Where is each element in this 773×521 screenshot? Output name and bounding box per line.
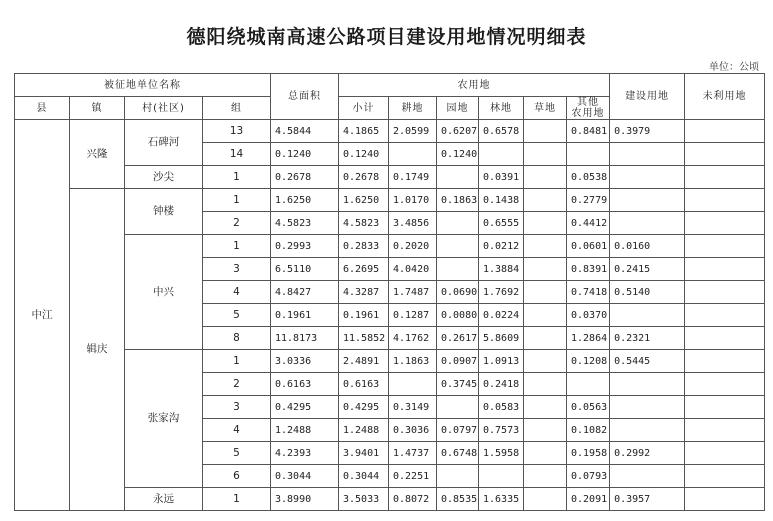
total-cell: 0.3044 — [271, 465, 339, 488]
team-cell: 6 — [203, 465, 271, 488]
other-cell: 0.0370 — [567, 304, 610, 327]
other-cell: 0.0538 — [567, 166, 610, 189]
subtotal-cell: 0.1240 — [339, 143, 389, 166]
cultivated-cell: 0.1749 — [389, 166, 437, 189]
garden-cell: 0.0797 — [437, 419, 479, 442]
grass-cell — [524, 166, 567, 189]
other-farmland-header — [567, 97, 610, 120]
forest-cell: 1.5958 — [479, 442, 524, 465]
unused-cell — [685, 258, 765, 281]
unused-cell — [685, 281, 765, 304]
garden-cell: 0.0690 — [437, 281, 479, 304]
forest-cell: 0.6555 — [479, 212, 524, 235]
forest-cell: 0.6578 — [479, 120, 524, 143]
subtotal-cell: 0.4295 — [339, 396, 389, 419]
team-cell: 1 — [203, 235, 271, 258]
cultivated-cell: 1.1863 — [389, 350, 437, 373]
subtotal-cell: 0.1961 — [339, 304, 389, 327]
village-cell: 沙尖 — [125, 166, 203, 189]
unused-cell — [685, 488, 765, 511]
team-cell: 4 — [203, 419, 271, 442]
garden-cell — [437, 465, 479, 488]
unused-cell — [685, 235, 765, 258]
construction-cell: 0.0160 — [610, 235, 685, 258]
table-row — [15, 189, 765, 212]
table-row — [15, 166, 765, 189]
cultivated-cell: 3.4856 — [389, 212, 437, 235]
cultivated-cell — [389, 373, 437, 396]
team-cell: 8 — [203, 327, 271, 350]
garden-cell — [437, 235, 479, 258]
unused-cell — [685, 166, 765, 189]
total-cell: 1.6250 — [271, 189, 339, 212]
grass-cell — [524, 396, 567, 419]
forest-cell: 0.7573 — [479, 419, 524, 442]
village-cell: 中兴 — [125, 235, 203, 350]
grass-cell — [524, 465, 567, 488]
land-use-table — [14, 73, 765, 511]
unused-cell — [685, 189, 765, 212]
unit-label: 单位：公顷 — [709, 62, 759, 73]
cultivated-cell: 0.3036 — [389, 419, 437, 442]
grass-cell — [524, 419, 567, 442]
construction-cell — [610, 189, 685, 212]
other-cell: 0.8481 — [567, 120, 610, 143]
table-row — [15, 488, 765, 511]
subtotal-cell: 3.9401 — [339, 442, 389, 465]
subtotal-cell: 0.2678 — [339, 166, 389, 189]
forest-cell: 1.0913 — [479, 350, 524, 373]
garden-cell: 0.0907 — [437, 350, 479, 373]
subtotal-cell: 2.4891 — [339, 350, 389, 373]
owner-group-header: 被征地单位名称 — [15, 74, 271, 97]
construction-cell: 0.3957 — [610, 488, 685, 511]
village-cell: 永远 — [125, 488, 203, 511]
unused-cell — [685, 465, 765, 488]
team-cell: 4 — [203, 281, 271, 304]
construction-cell — [610, 465, 685, 488]
forest-cell: 0.0391 — [479, 166, 524, 189]
team-cell: 2 — [203, 212, 271, 235]
grass-cell — [524, 488, 567, 511]
garden-cell — [437, 258, 479, 281]
other-header-line2: 农用地 — [571, 108, 605, 119]
grass-cell — [524, 442, 567, 465]
construction-cell: 0.5140 — [610, 281, 685, 304]
construction-cell — [610, 304, 685, 327]
team-cell: 3 — [203, 396, 271, 419]
cultivated-header: 耕地 — [389, 97, 437, 120]
forest-cell — [479, 143, 524, 166]
village-cell: 张家沟 — [125, 350, 203, 488]
other-cell — [567, 373, 610, 396]
team-cell: 2 — [203, 373, 271, 396]
garden-cell: 0.8535 — [437, 488, 479, 511]
total-cell: 0.4295 — [271, 396, 339, 419]
other-cell: 0.1208 — [567, 350, 610, 373]
unused-header: 未利用地 — [685, 74, 765, 120]
village-header: 村(社区) — [125, 97, 203, 120]
village-cell: 钟楼 — [125, 189, 203, 235]
construction-cell — [610, 396, 685, 419]
total-cell: 0.1240 — [271, 143, 339, 166]
grass-cell — [524, 373, 567, 396]
total-area-header: 总面积 — [271, 74, 339, 120]
other-cell — [567, 143, 610, 166]
garden-cell: 0.6748 — [437, 442, 479, 465]
subtotal-cell: 1.6250 — [339, 189, 389, 212]
cultivated-cell: 2.0599 — [389, 120, 437, 143]
garden-cell: 0.0080 — [437, 304, 479, 327]
unused-cell — [685, 419, 765, 442]
subtotal-cell: 0.2833 — [339, 235, 389, 258]
unused-cell — [685, 143, 765, 166]
total-cell: 6.5110 — [271, 258, 339, 281]
other-cell: 0.0563 — [567, 396, 610, 419]
construction-cell: 0.2415 — [610, 258, 685, 281]
total-cell: 4.5844 — [271, 120, 339, 143]
town-cell: 辑庆 — [70, 189, 125, 511]
team-cell: 3 — [203, 258, 271, 281]
total-cell: 0.1961 — [271, 304, 339, 327]
cultivated-cell: 1.0170 — [389, 189, 437, 212]
unused-cell — [685, 120, 765, 143]
subtotal-cell: 4.3287 — [339, 281, 389, 304]
other-cell: 0.2779 — [567, 189, 610, 212]
garden-cell — [437, 212, 479, 235]
construction-cell: 0.5445 — [610, 350, 685, 373]
team-cell: 1 — [203, 488, 271, 511]
construction-cell — [610, 373, 685, 396]
grass-header: 草地 — [524, 97, 567, 120]
unused-cell — [685, 396, 765, 419]
town-header: 镇 — [70, 97, 125, 120]
grass-cell — [524, 281, 567, 304]
total-cell: 0.2678 — [271, 166, 339, 189]
garden-cell: 0.3745 — [437, 373, 479, 396]
other-cell: 1.2864 — [567, 327, 610, 350]
subtotal-cell: 11.5852 — [339, 327, 389, 350]
forest-cell: 1.6335 — [479, 488, 524, 511]
grass-cell — [524, 212, 567, 235]
cultivated-cell: 0.3149 — [389, 396, 437, 419]
other-cell: 0.1082 — [567, 419, 610, 442]
unused-cell — [685, 373, 765, 396]
construction-cell — [610, 166, 685, 189]
forest-cell: 0.2418 — [479, 373, 524, 396]
construction-cell — [610, 212, 685, 235]
cultivated-cell: 1.7487 — [389, 281, 437, 304]
construction-cell — [610, 419, 685, 442]
subtotal-cell: 4.5823 — [339, 212, 389, 235]
grass-cell — [524, 304, 567, 327]
unused-cell — [685, 304, 765, 327]
team-header: 组 — [203, 97, 271, 120]
team-cell: 13 — [203, 120, 271, 143]
other-cell: 0.7418 — [567, 281, 610, 304]
forest-cell: 1.7692 — [479, 281, 524, 304]
other-cell: 0.8391 — [567, 258, 610, 281]
county-header: 县 — [15, 97, 70, 120]
forest-cell: 1.3884 — [479, 258, 524, 281]
forest-header: 林地 — [479, 97, 524, 120]
team-cell: 5 — [203, 442, 271, 465]
team-cell: 1 — [203, 189, 271, 212]
grass-cell — [524, 143, 567, 166]
grass-cell — [524, 235, 567, 258]
village-cell: 石碑河 — [125, 120, 203, 166]
forest-cell: 0.0212 — [479, 235, 524, 258]
garden-cell — [437, 396, 479, 419]
team-cell: 1 — [203, 350, 271, 373]
cultivated-cell — [389, 143, 437, 166]
forest-cell — [479, 465, 524, 488]
other-cell: 0.0601 — [567, 235, 610, 258]
subtotal-cell: 6.2695 — [339, 258, 389, 281]
other-cell: 0.2091 — [567, 488, 610, 511]
team-cell: 14 — [203, 143, 271, 166]
construction-cell: 0.3979 — [610, 120, 685, 143]
subtotal-cell: 1.2488 — [339, 419, 389, 442]
cultivated-cell: 4.1762 — [389, 327, 437, 350]
garden-cell — [437, 166, 479, 189]
garden-cell: 0.1240 — [437, 143, 479, 166]
table-row — [15, 120, 765, 143]
total-cell: 3.8990 — [271, 488, 339, 511]
garden-cell: 0.6207 — [437, 120, 479, 143]
construction-cell: 0.2321 — [610, 327, 685, 350]
cultivated-cell: 1.4737 — [389, 442, 437, 465]
construction-cell: 0.2992 — [610, 442, 685, 465]
cultivated-cell: 4.0420 — [389, 258, 437, 281]
garden-cell: 0.2617 — [437, 327, 479, 350]
total-cell: 0.2993 — [271, 235, 339, 258]
subtotal-cell: 3.5033 — [339, 488, 389, 511]
total-cell: 4.2393 — [271, 442, 339, 465]
total-cell: 4.8427 — [271, 281, 339, 304]
table-row — [15, 235, 765, 258]
subtotal-cell: 4.1865 — [339, 120, 389, 143]
cultivated-cell: 0.2251 — [389, 465, 437, 488]
cultivated-cell: 0.8072 — [389, 488, 437, 511]
other-cell: 0.4412 — [567, 212, 610, 235]
subtotal-cell: 0.3044 — [339, 465, 389, 488]
total-cell: 11.8173 — [271, 327, 339, 350]
unused-cell — [685, 442, 765, 465]
grass-cell — [524, 120, 567, 143]
forest-cell: 0.0224 — [479, 304, 524, 327]
forest-cell: 5.8609 — [479, 327, 524, 350]
total-cell: 1.2488 — [271, 419, 339, 442]
grass-cell — [524, 350, 567, 373]
unused-cell — [685, 212, 765, 235]
other-cell: 0.0793 — [567, 465, 610, 488]
table-row — [15, 350, 765, 373]
team-cell: 5 — [203, 304, 271, 327]
forest-cell: 0.0583 — [479, 396, 524, 419]
unused-cell — [685, 350, 765, 373]
construction-cell — [610, 143, 685, 166]
total-cell: 0.6163 — [271, 373, 339, 396]
construction-header: 建设用地 — [610, 74, 685, 120]
total-cell: 4.5823 — [271, 212, 339, 235]
page-title: 德阳绕城南高速公路项目建设用地情况明细表 — [186, 26, 587, 48]
garden-cell: 0.1863 — [437, 189, 479, 212]
farmland-group-header: 农用地 — [339, 74, 610, 97]
subtotal-cell: 0.6163 — [339, 373, 389, 396]
other-header-line1: 其他 — [577, 97, 600, 108]
subtotal-header: 小计 — [339, 97, 389, 120]
town-cell: 兴隆 — [70, 120, 125, 189]
grass-cell — [524, 258, 567, 281]
total-cell: 3.0336 — [271, 350, 339, 373]
grass-cell — [524, 327, 567, 350]
cultivated-cell: 0.1287 — [389, 304, 437, 327]
grass-cell — [524, 189, 567, 212]
forest-cell: 0.1438 — [479, 189, 524, 212]
county-cell: 中江 — [15, 120, 70, 511]
cultivated-cell: 0.2020 — [389, 235, 437, 258]
header-row-top — [15, 74, 765, 97]
team-cell: 1 — [203, 166, 271, 189]
unused-cell — [685, 327, 765, 350]
garden-header: 园地 — [437, 97, 479, 120]
other-cell: 0.1958 — [567, 442, 610, 465]
